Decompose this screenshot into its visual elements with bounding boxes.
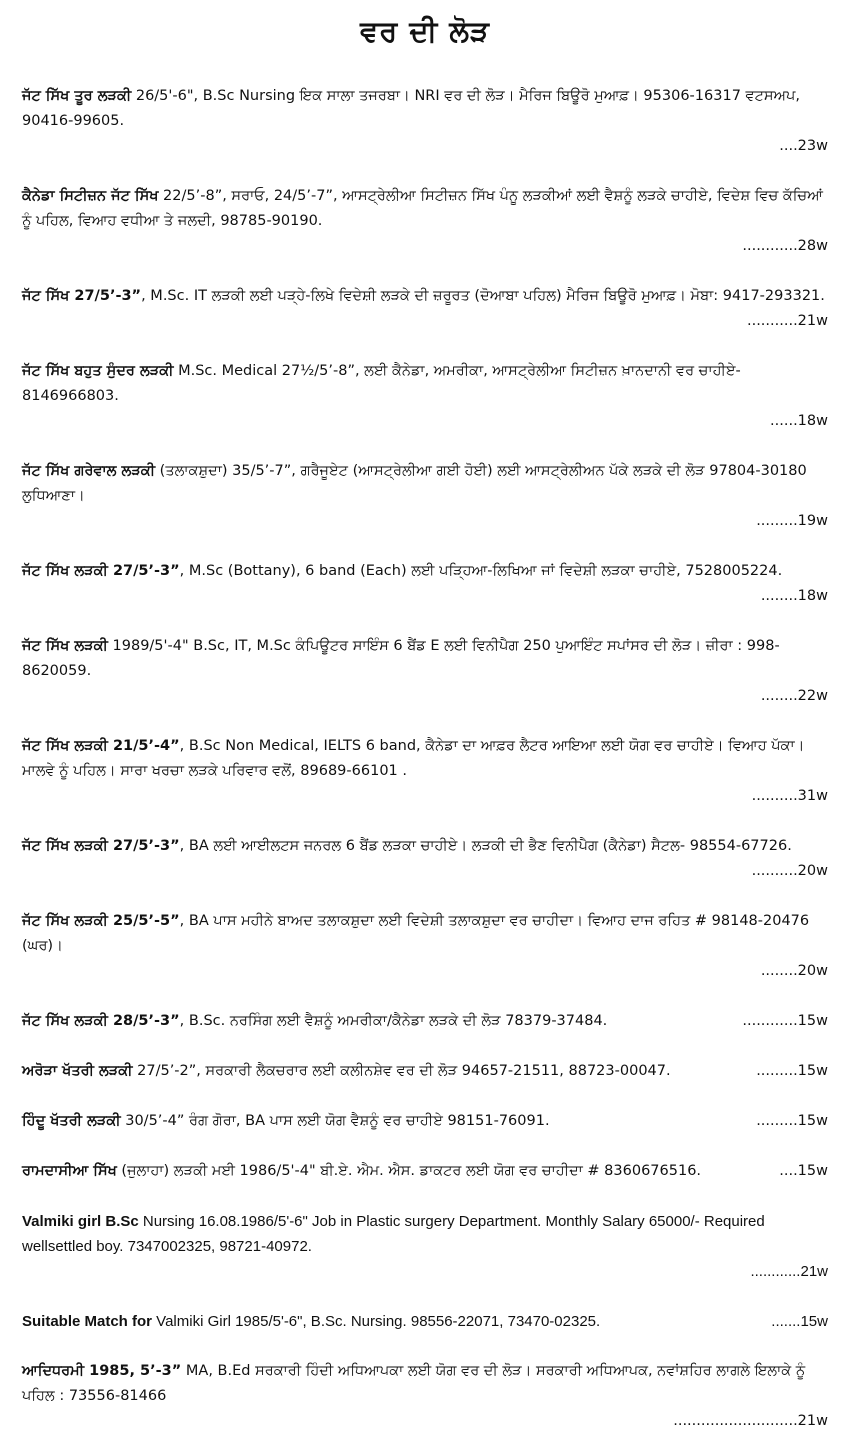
ad-body: [22, 738, 804, 779]
list-item: [22, 284, 828, 334]
ad-code: ............28w: [742, 238, 828, 254]
ad-lead: ਰਾਮਦਾਸੀਆ ਸਿੱਖ: [22, 1163, 117, 1179]
ad-text: 22/5’-8”, ਸਰਾਓ, 24/5’-7”, ਆਸਟ੍ਰੇਲੀਆ ਸਿਟੀਜ਼ਨ ਸਿੱਖ ਪੰਨੂ ਲੜਕੀਆਂ ਲਈ ਵੈਸ਼ਨੂੰ ਲੜਕੇ ਚਾਹੀਏ, ਵਿਦੇਸ਼ ਵਿਚ ਕੱਚਿਆਂ ਨੂੰ ਪਹਿਲ, ਵਿਆਹ ਵਧੀਆ ਤੇ ਜਲਦੀ, 98785-90190.: [22, 188, 823, 229]
page-title: ਵਰ ਦੀ ਲੋੜ: [360, 14, 490, 48]
ad-body: [22, 1159, 701, 1184]
ad-lead: ਕੈਨੇਡਾ ਸਿਟੀਜ਼ਨ ਜੱਟ ਸਿੱਖ: [22, 188, 159, 204]
ad-lead: ਜੱਟ ਸਿੱਖ ਤੂਰ ਲੜਕੀ: [22, 88, 132, 104]
ad-lead: ਜੱਟ ਸਿੱਖ ਲੜਕੀ 27/5’-3”: [22, 563, 180, 579]
list-item: [22, 1109, 828, 1134]
ad-text: 26/5'-6", B.Sc Nursing ਇਕ ਸਾਲਾ ਤਜਰਬਾ। NRI ਵਰ ਦੀ ਲੋੜ। ਮੈਰਿਜ ਬਿਊਰੋ ਮੁਆਫ਼। 95306-16317 ਵਟਸਅਪ, 90416-99605.: [22, 88, 800, 129]
ad-code: ...........21w: [746, 313, 828, 329]
ad-code: ............21w: [750, 1263, 828, 1280]
ad-text: 27/5’-2”, ਸਰਕਾਰੀ ਲੈਕਚਰਾਰ ਲਈ ਕਲੀਨਸ਼ੇਵ ਵਰ ਦੀ ਲੋੜ 94657-21511, 88723-00047.: [132, 1063, 671, 1079]
ad-code: ..........20w: [751, 863, 828, 879]
ad-body: [22, 1009, 607, 1034]
ad-code: ..........31w: [751, 788, 828, 804]
ad-lead: Valmiki girl B.Sc: [22, 1213, 139, 1230]
ad-body: [22, 1363, 805, 1404]
ad-lead: ਜੱਟ ਸਿੱਖ ਬਹੁਤ ਸੁੰਦਰ ਲੜਕੀ: [22, 363, 174, 379]
ad-body: [22, 288, 825, 304]
list-item: [22, 1359, 828, 1434]
ad-text: Nursing 16.08.1986/5'-6" Job in Plastic surgery Department. Monthly Salary 65000/- Required wellsettled boy. 7347002325, 98721-40972.: [22, 1213, 765, 1255]
ad-code: ............15w: [742, 1013, 828, 1029]
ad-code: ........20w: [760, 963, 828, 979]
ad-code: ....15w: [779, 1163, 828, 1179]
ad-code: .........19w: [756, 513, 828, 529]
list-item: [22, 734, 828, 809]
list-item: [22, 634, 828, 709]
list-item: [22, 1059, 828, 1084]
ad-code: ........22w: [760, 688, 828, 704]
ad-lead: ਜੱਟ ਸਿੱਖ ਲੜਕੀ 25/5’-5”: [22, 913, 180, 929]
ad-text: M.Sc. Medical 27½/5’-8”, ਲਈ ਕੈਨੇਡਾ, ਅਮਰੀਕਾ, ਆਸਟ੍ਰੇਲੀਆ ਸਿਟੀਜ਼ਨ ਖ਼ਾਨਦਾਨੀ ਵਰ ਚਾਹੀਏ- 8146966803.: [22, 363, 741, 404]
ad-text: , B.Sc Non Medical, IELTS 6 band, ਕੈਨੇਡਾ ਦਾ ਆਫ਼ਰ ਲੈਟਰ ਆਇਆ ਲਈ ਯੋਗ ਵਰ ਚਾਹੀਏ। ਵਿਆਹ ਪੱਕਾ। ਮਾਲਵੇ ਨੂੰ ਪਹਿਲ। ਸਾਰਾ ਖਰਚਾ ਲੜਕੇ ਪਰਿਵਾਰ ਵਲੋਂ, 89689-66101 .: [22, 738, 805, 779]
list-item: [22, 184, 828, 259]
ad-body: [22, 463, 807, 504]
ad-body: [22, 88, 800, 129]
ad-lead: ਜੱਟ ਸਿੱਖ ਲੜਕੀ 28/5’-3”: [22, 1013, 180, 1029]
list-item: [22, 359, 828, 434]
ad-lead: ਜੱਟ ਸਿੱਖ ਲੜਕੀ 21/5’-4”: [22, 738, 180, 754]
list-item: [22, 459, 828, 534]
ad-text: , M.Sc (Bottany), 6 band (Each) ਲਈ ਪੜ੍ਹਿਆ-ਲਿਖਿਆ ਜਾਂ ਵਿਦੇਸ਼ੀ ਲੜਕਾ ਚਾਹੀਏ, 7528005224.: [179, 563, 783, 579]
ad-lead: ਜੱਟ ਸਿੱਖ ਲੜਕੀ 27/5’-3”: [22, 838, 180, 854]
ad-text: , BA ਪਾਸ ਮਹੀਨੇ ਬਾਅਦ ਤਲਾਕਸ਼ੁਦਾ ਲਈ ਵਿਦੇਸ਼ੀ ਤਲਾਕਸ਼ੁਦਾ ਵਰ ਚਾਹੀਦਾ। ਵਿਆਹ ਦਾਜ ਰਹਿਤ # 98148-20476 (ਘਰ)।: [22, 913, 810, 954]
ad-text: , M.Sc. IT ਲੜਕੀ ਲਈ ਪੜ੍ਹੇ-ਲਿਖੇ ਵਿਦੇਸ਼ੀ ਲੜਕੇ ਦੀ ਜ਼ਰੂਰਤ (ਦੋਆਬਾ ਪਹਿਲ) ਮੈਰਿਜ ਬਿਊਰੋ ਮੁਆਫ਼। ਮੋਬਾ: 9417-293321.: [141, 288, 825, 304]
ad-text: 30/5’-4” ਰੰਗ ਗੋਰਾ, BA ਪਾਸ ਲਈ ਯੋਗ ਵੈਸ਼ਨੂੰ ਵਰ ਚਾਹੀਏ 98151-76091.: [120, 1113, 550, 1129]
ad-text: (ਜੁਲਾਹਾ) ਲੜਕੀ ਮਈ 1986/5'-4" ਬੀ.ਏ. ਐਮ. ਐਸ. ਡਾਕਟਰ ਲਈ ਯੋਗ ਵਰ ਚਾਹੀਦਾ # 8360676516.: [116, 1163, 702, 1179]
ad-code: ...........................21w: [673, 1413, 828, 1429]
ad-body: [22, 363, 741, 404]
ad-lead: Suitable Match for: [22, 1313, 153, 1330]
ad-code: ........18w: [760, 588, 828, 604]
list-item: [22, 1159, 828, 1184]
list-item: [22, 559, 828, 609]
ad-body: [22, 188, 823, 229]
list-item: [22, 1309, 828, 1334]
ad-text: MA, B.Ed ਸਰਕਾਰੀ ਹਿੰਦੀ ਅਧਿਆਪਕਾ ਲਈ ਯੋਗ ਵਰ ਦੀ ਲੋੜ। ਸਰਕਾਰੀ ਅਧਿਆਪਕ, ਨਵਾਂਸ਼ਹਿਰ ਲਾਗਲੇ ਇਲਾਕੇ ਨੂੰ ਪਹਿਲ : 73556-81466: [22, 1363, 806, 1404]
list-item: [22, 834, 828, 884]
ad-code: ......18w: [770, 413, 828, 429]
list-item: [22, 909, 828, 984]
ad-lead: ਜੱਟ ਸਿੱਖ ਲੜਕੀ: [22, 638, 108, 654]
list-item: [22, 1009, 828, 1034]
ad-body: [22, 563, 782, 579]
ad-text: 1989/5'-4" B.Sc, IT, M.Sc ਕੰਪਿਊਟਰ ਸਾਇੰਸ 6 ਬੈਂਡ E ਲਈ ਵਿਨੀਪੈਗ 250 ਪੁਆਇੰਟ ਸਪਾਂਸਰ ਦੀ ਲੋੜ। ਜ਼ੀਰਾ : 998-8620059.: [22, 638, 780, 679]
ad-body: [22, 913, 809, 954]
ad-text: (ਤਲਾਕਸ਼ੁਦਾ) 35/5’-7”, ਗਰੈਜੂਏਟ (ਆਸਟ੍ਰੇਲੀਆ ਗਈ ਹੋਈ) ਲਈ ਆਸਟ੍ਰੇਲੀਅਨ ਪੱਕੇ ਲੜਕੇ ਦੀ ਲੋੜ 97804-30180 ਲੁਧਿਆਣਾ।: [22, 463, 807, 504]
ad-body: [22, 838, 792, 854]
ad-body: [22, 1109, 550, 1134]
ad-lead: ਜੱਟ ਸਿੱਖ 27/5’-3”: [22, 288, 142, 304]
ad-code: .......15w: [771, 1313, 828, 1330]
ad-code: .........15w: [756, 1063, 828, 1079]
ad-text: , B.Sc. ਨਰਸਿੰਗ ਲਈ ਵੈਸ਼ਨੂੰ ਅਮਰੀਕਾ/ਕੈਨੇਡਾ ਲੜਕੇ ਦੀ ਲੋੜ 78379-37484.: [179, 1013, 608, 1029]
ad-body: [22, 1213, 765, 1255]
ad-code: .........15w: [756, 1113, 828, 1129]
ad-code: ....23w: [779, 138, 828, 154]
ad-lead: ਜੱਟ ਸਿੱਖ ਗਰੇਵਾਲ ਲੜਕੀ: [22, 463, 156, 479]
ad-body: [22, 638, 780, 679]
list-item: [22, 84, 828, 159]
ad-lead: ਆਦਿਧਰਮੀ 1985, 5’-3”: [22, 1363, 182, 1379]
ad-body: [22, 1309, 600, 1334]
ads-list: [22, 84, 828, 1434]
list-item: [22, 1209, 828, 1284]
ad-body: [22, 1059, 671, 1084]
ad-lead: ਹਿੰਦੂ ਖੱਤਰੀ ਲੜਕੀ: [22, 1113, 121, 1129]
ad-text: Valmiki Girl 1985/5'-6", B.Sc. Nursing. 98556-22071, 73470-02325.: [152, 1313, 601, 1330]
ad-lead: ਅਰੋੜਾ ਖੱਤਰੀ ਲੜਕੀ: [22, 1063, 133, 1079]
ad-text: , BA ਲਈ ਆਈਲਟਸ ਜਨਰਲ 6 ਬੈਂਡ ਲੜਕਾ ਚਾਹੀਏ। ਲੜਕੀ ਦੀ ਭੈਣ ਵਿਨੀਪੈਗ (ਕੈਨੇਡਾ) ਸੈਟਲ- 98554-67726.: [179, 838, 792, 854]
